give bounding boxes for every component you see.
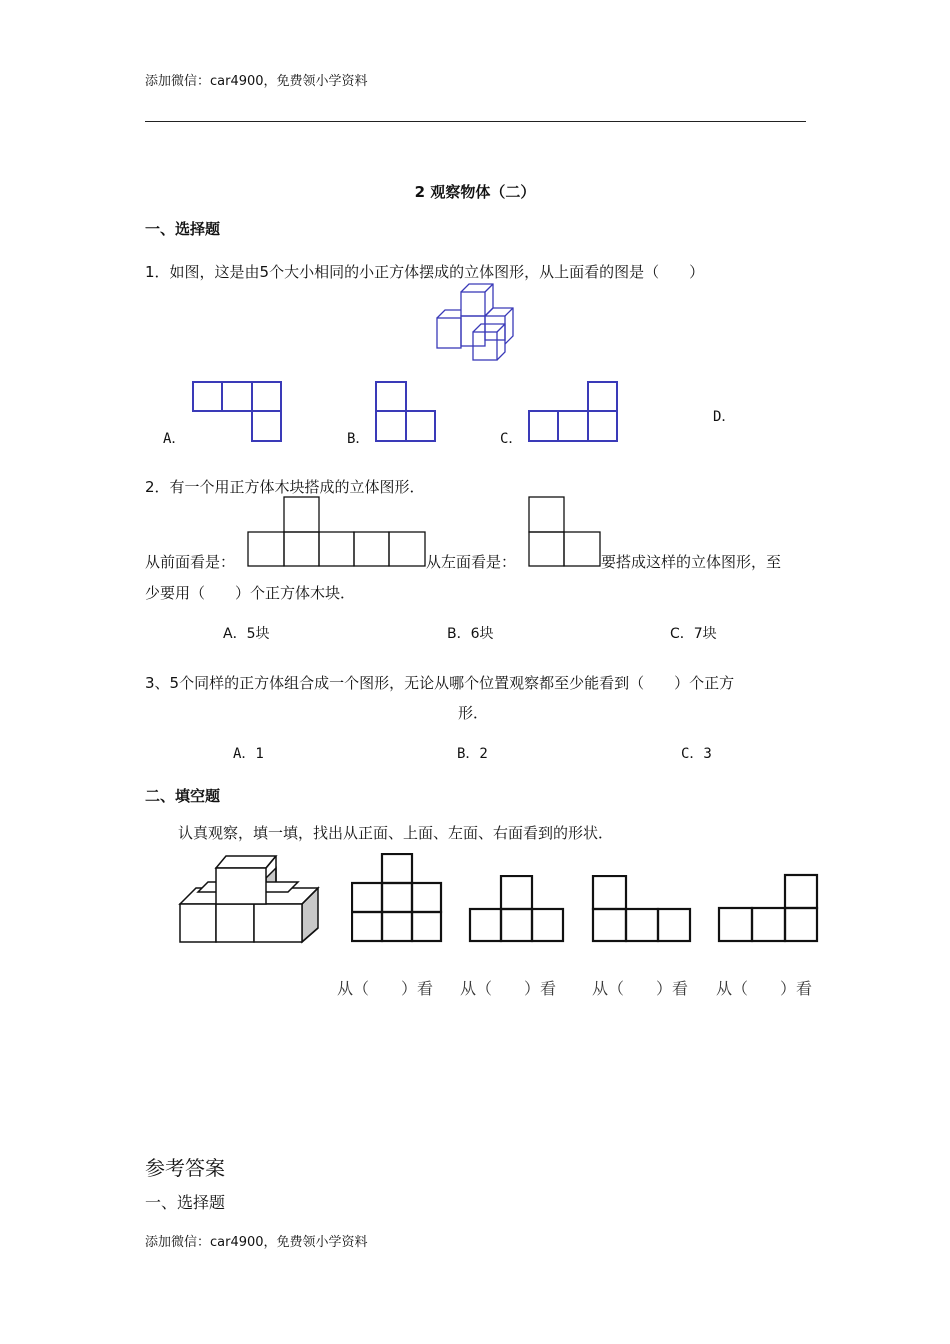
s2-view-1-figure bbox=[351, 853, 443, 943]
q1-option-a-figure bbox=[192, 381, 284, 443]
section1-heading: 一、选择题 bbox=[145, 220, 221, 238]
q1-option-a-label: A． bbox=[163, 431, 186, 447]
q2-front-view-figure bbox=[247, 496, 427, 568]
q2-tail: 要搭成这样的立体图形，至 bbox=[601, 553, 782, 571]
answers-section-heading: 一、选择题 bbox=[145, 1193, 226, 1212]
answers-title: 参考答案 bbox=[145, 1156, 225, 1180]
s2-view-4-figure bbox=[717, 873, 819, 943]
q2-front-label: 从前面看是： bbox=[145, 553, 236, 571]
q1-option-b-label: B． bbox=[347, 431, 370, 447]
s2-caption-4: 从（ ）看 bbox=[716, 979, 813, 998]
page-footer: 添加微信：car4900，免费领小学资料 bbox=[145, 1235, 368, 1250]
s2-view-2-figure bbox=[468, 875, 566, 943]
q2-option-c: C．7块 bbox=[670, 626, 717, 642]
s2-caption-1: 从（ ）看 bbox=[337, 979, 434, 998]
header-rule bbox=[145, 121, 806, 122]
q1-option-c-figure bbox=[528, 381, 620, 443]
s2-caption-2: 从（ ）看 bbox=[460, 979, 557, 998]
q3-option-a: A．1 bbox=[233, 746, 264, 762]
q1-option-b-figure bbox=[375, 381, 437, 443]
s2-caption-3: 从（ ）看 bbox=[592, 979, 689, 998]
q1-option-c-label: C． bbox=[500, 431, 523, 447]
q3-option-b: B．2 bbox=[457, 746, 488, 762]
s2-view-3-figure bbox=[590, 875, 692, 943]
q1-option-d-label: D． bbox=[713, 409, 736, 425]
q1-text: 1．如图，这是由5个大小相同的小正方体摆成的立体图形，从上面看的图是（ ） bbox=[145, 263, 705, 281]
page-title: 2 观察物体（二） bbox=[414, 183, 536, 201]
q2-intro: 2．有一个用正方体木块搭成的立体图形． bbox=[145, 478, 425, 496]
q2-left-label: 从左面看是： bbox=[426, 553, 517, 571]
q3-option-c: C．3 bbox=[681, 746, 712, 762]
q3-line1: 3、5个同样的正方体组合成一个图形，无论从哪个位置观察都至少能看到（ ）个正方 bbox=[145, 674, 735, 692]
s2-3d-block-figure bbox=[178, 852, 320, 946]
page-header: 添加微信：car4900，免费领小学资料 bbox=[145, 74, 368, 89]
q1-cube-figure bbox=[435, 280, 517, 362]
q2-line2: 少要用（ ）个正方体木块． bbox=[145, 584, 356, 602]
q2-option-a: A．5块 bbox=[223, 626, 270, 642]
section2-instruction: 认真观察，填一填，找出从正面、上面、左面、右面看到的形状． bbox=[178, 824, 614, 842]
q2-left-view-figure bbox=[528, 496, 602, 568]
q3-line2: 形． bbox=[458, 704, 489, 722]
q2-option-b: B．6块 bbox=[447, 626, 494, 642]
section2-heading: 二、填空题 bbox=[145, 787, 221, 805]
